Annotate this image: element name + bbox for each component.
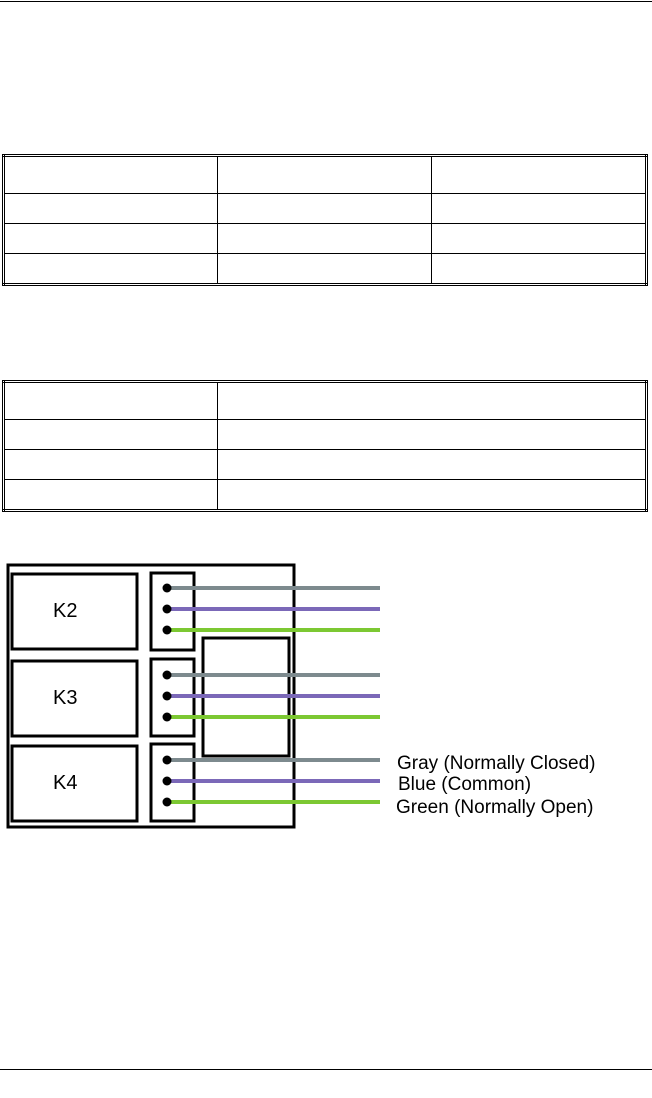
table-cell bbox=[218, 194, 432, 224]
terminal-dot bbox=[163, 756, 172, 765]
table-cell bbox=[4, 450, 218, 480]
table-cell bbox=[432, 254, 647, 285]
table-cell bbox=[4, 194, 218, 224]
terminal-dot bbox=[163, 605, 172, 614]
table-cell bbox=[4, 480, 218, 511]
table-header-cell bbox=[4, 382, 218, 420]
table-header-cell bbox=[432, 156, 647, 194]
table-header-row bbox=[4, 382, 647, 420]
table-row bbox=[4, 480, 647, 511]
table-header-cell bbox=[218, 156, 432, 194]
terminal-dot bbox=[163, 584, 172, 593]
relay-wiring-diagram bbox=[0, 560, 652, 835]
table-cell bbox=[432, 224, 647, 254]
table-header-cell bbox=[218, 382, 647, 420]
table-cell bbox=[4, 254, 218, 285]
terminal-dot bbox=[163, 671, 172, 680]
relay-label-k3: K3 bbox=[53, 687, 78, 709]
terminal-dot bbox=[163, 777, 172, 786]
table-cell bbox=[4, 224, 218, 254]
table-cell bbox=[218, 450, 647, 480]
table-cell bbox=[218, 224, 432, 254]
relay-table-1 bbox=[2, 154, 648, 286]
table-cell bbox=[218, 420, 647, 450]
table-cell bbox=[218, 254, 432, 285]
wire-label-blue: Blue (Common) bbox=[398, 774, 532, 795]
relay-table-2 bbox=[2, 380, 648, 512]
terminal-dot bbox=[163, 798, 172, 807]
table-row bbox=[4, 450, 647, 480]
terminal-dot bbox=[163, 692, 172, 701]
top-rule bbox=[0, 1, 652, 2]
table-cell bbox=[432, 194, 647, 224]
table-header-cell bbox=[4, 156, 218, 194]
table-header-row bbox=[4, 156, 647, 194]
terminal-block-k2 bbox=[151, 573, 194, 650]
table-row bbox=[4, 194, 647, 224]
table-cell bbox=[4, 420, 218, 450]
wire-label-gray: Gray (Normally Closed) bbox=[397, 753, 596, 774]
table-row bbox=[4, 224, 647, 254]
relay-label-k4: K4 bbox=[53, 772, 78, 794]
relay-label-k2: K2 bbox=[53, 600, 78, 622]
table-row bbox=[4, 420, 647, 450]
terminal-dot bbox=[163, 713, 172, 722]
terminal-dot bbox=[163, 626, 172, 635]
table-cell bbox=[218, 480, 647, 511]
wire-label-green: Green (Normally Open) bbox=[396, 797, 594, 818]
bottom-rule bbox=[0, 1069, 652, 1070]
table-row bbox=[4, 254, 647, 285]
